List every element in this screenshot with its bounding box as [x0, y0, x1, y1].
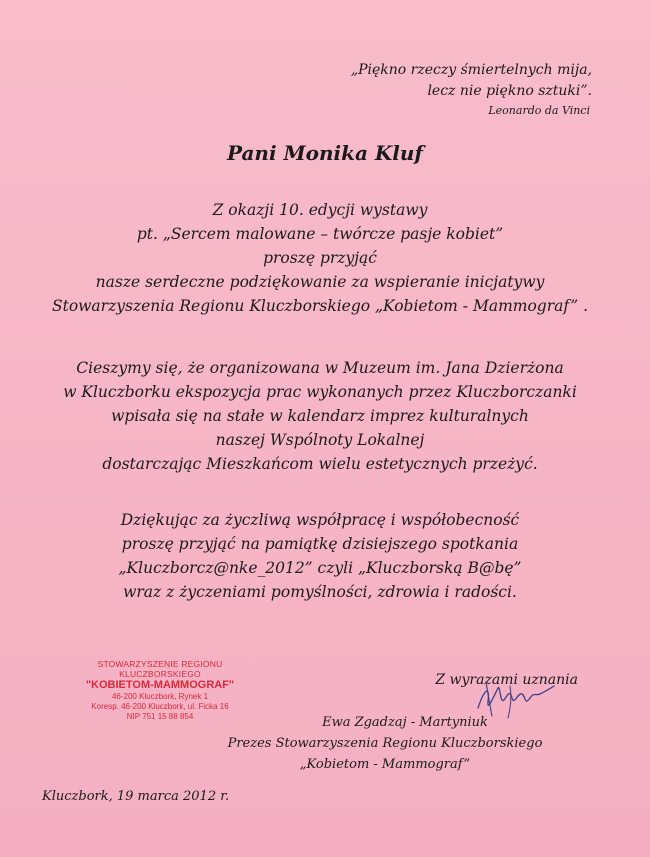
paragraph-exhibition [30, 356, 610, 476]
paragraph-line: dostarczając Mieszkańcom wielu estetycznych przeżyć. [102, 455, 538, 473]
stamp-line-1: STOWARZYSZENIE REGIONU KLUCZBORSKIEGO [97, 659, 223, 679]
paragraph-line: naszej Wspólnoty Lokalnej [215, 431, 425, 449]
quote-line-2: lecz nie piękno sztuki”. [427, 83, 592, 99]
paragraph-line: nasze serdeczne podziękowanie za wspieranie inicjatywy [95, 273, 545, 291]
addressee-name: Pani Monika Kluf [226, 141, 424, 165]
closing-phrase: Z wyrazami uznania [435, 672, 578, 688]
stamp-line-4: Koresp. 46-200 Kluczbork, ul. Ficka 16 [91, 702, 229, 711]
stamp-line-2: "KOBIETOM-MAMMOGRAF" [85, 679, 235, 691]
signer-organization: „Kobietom - Mammograf” [299, 757, 471, 772]
paragraph-line: proszę przyjąć [263, 249, 377, 267]
quote-author: Leonardo da Vinci [488, 104, 590, 117]
paragraph-line: pt. „Sercem malowane – twórcze pasje kobiet” [136, 225, 504, 243]
paragraph-memento [30, 508, 610, 604]
paragraph-line: w Kluczborku ekspozycja prac wykonanych przez Kluczborczanki [63, 383, 577, 401]
signer-role: Prezes Stowarzyszenia Regionu Kluczborskiego [227, 736, 543, 751]
paragraph-thanks [30, 198, 610, 318]
stamp-line-5: NIP 751 15 88 854 [126, 712, 194, 721]
paragraph-line: wraz z życzeniami pomyślności, zdrowia i radości. [123, 583, 517, 601]
paragraph-line: Z okazji 10. edycji wystawy [212, 201, 428, 219]
paragraph-line: proszę przyjąć na pamiątkę dzisiejszego spotkania [121, 535, 519, 553]
signer-name: Ewa Zgadzaj - Martyniuk [322, 715, 488, 730]
paragraph-line: Dziękując za życzliwą współpracę i współobecność [120, 511, 520, 529]
epigraph-quote [292, 60, 592, 120]
paragraph-line: „Kluczborcz@nke_2012” czyli „Kluczborską B@bę” [118, 559, 522, 577]
signer-block [0, 712, 650, 775]
place-date: Kluczbork, 19 marca 2012 r. [42, 789, 230, 804]
quote-line-1: „Piękno rzeczy śmiertelnych mija, [350, 62, 592, 78]
paragraph-line: Cieszymy się, że organizowana w Muzeum im. Jana Dzierżona [76, 359, 564, 377]
paragraph-line: wpisała się na stałe w kalendarz imprez kulturalnych [111, 407, 529, 425]
stamp-line-3: 46-200 Kluczbork, Rynek 1 [111, 692, 209, 701]
paragraph-line: Stowarzyszenia Regionu Kluczborskiego „Kobietom - Mammograf” . [51, 297, 589, 315]
